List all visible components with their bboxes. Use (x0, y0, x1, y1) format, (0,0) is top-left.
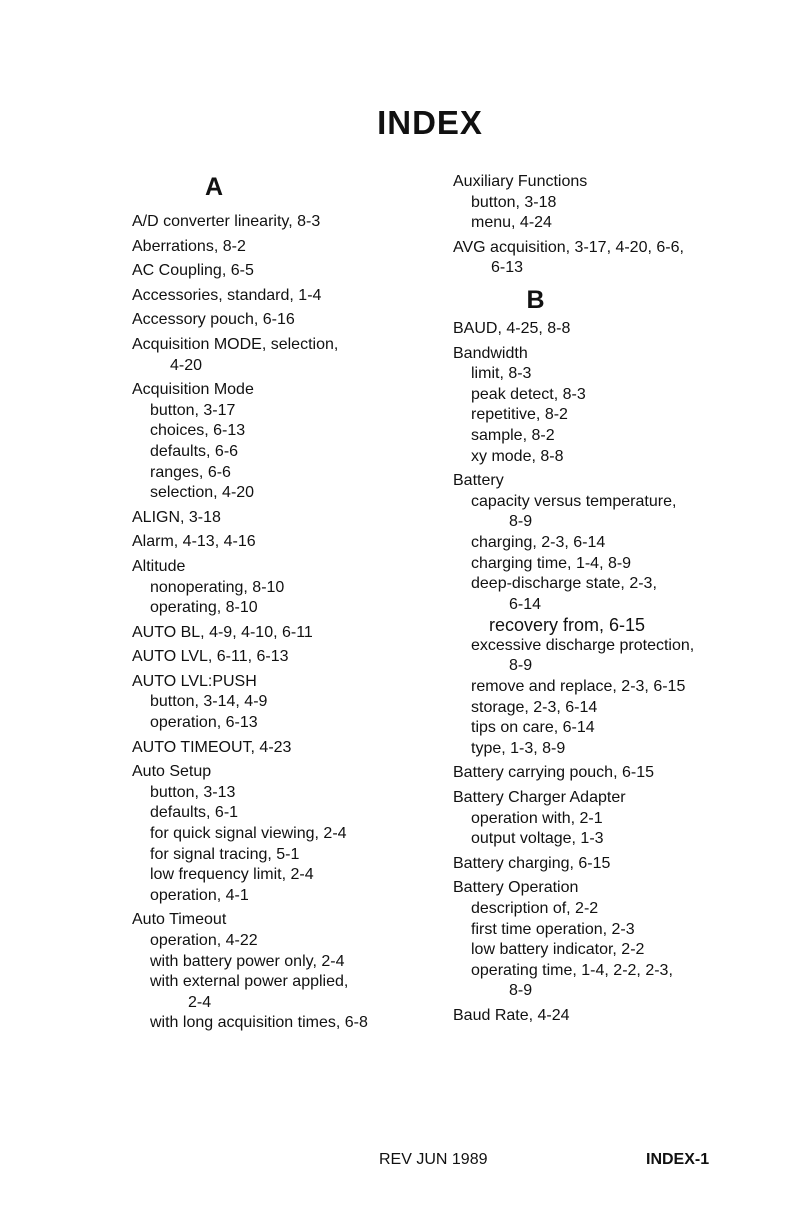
index-term: Battery carrying pouch, 6-15 (453, 764, 654, 782)
index-entry (132, 738, 432, 759)
index-entry (132, 212, 432, 233)
index-term: Battery charging, 6-15 (453, 854, 611, 872)
index-subterm: xy mode, 8-8 (471, 447, 564, 465)
index-term: Battery Operation (453, 879, 579, 897)
index-entry (132, 672, 432, 734)
index-term: A/D converter linearity, 8-3 (132, 213, 321, 230)
index-term: Acquisition Mode (132, 381, 254, 399)
page-title: INDEX (377, 104, 483, 141)
index-term: AVG acquisition, 3-17, 4-20, 6-6, (453, 238, 684, 256)
index-subterm: operation with, 2-1 (471, 809, 603, 827)
index-subterm: defaults, 6-6 (150, 442, 239, 460)
index-subterm: ranges, 6-6 (150, 463, 231, 481)
index-entries-a-continued (453, 172, 783, 279)
index-subterm: for signal tracing, 5-1 (150, 845, 300, 863)
index-term: AUTO TIMEOUT, 4-23 (132, 738, 292, 756)
index-term: Acquisition MODE, selection, (132, 335, 339, 353)
index-term: Accessory pouch, 6-16 (132, 311, 295, 329)
index-entry (132, 532, 432, 553)
index-term: Battery (453, 472, 504, 490)
index-term: Bandwidth (453, 344, 528, 362)
index-subterm: deep-discharge state, 2-3, (471, 575, 657, 593)
index-subterm: menu, 4-24 (471, 214, 552, 232)
index-subterm: recovery from, 6-15 (489, 615, 646, 636)
index-column-right (453, 172, 783, 1031)
index-subterm: selection, 4-20 (150, 484, 255, 502)
index-term: AC Coupling, 6-5 (132, 262, 254, 280)
index-entry (132, 557, 432, 619)
index-entry (132, 310, 432, 331)
index-term: Auxiliary Functions (453, 173, 588, 190)
index-entry (132, 380, 432, 504)
index-subterm: nonoperating, 8-10 (150, 578, 285, 596)
index-term-continued: 4-20 (170, 356, 203, 374)
index-entry (132, 762, 432, 906)
index-term: Aberrations, 8-2 (132, 237, 246, 255)
index-subterm: output voltage, 1-3 (471, 830, 604, 848)
index-entry (453, 763, 783, 784)
index-subterm: operating time, 1-4, 2-2, 2-3, (471, 961, 673, 979)
index-entry (453, 1006, 783, 1027)
index-entry (453, 788, 783, 850)
index-subterm-continued: 8-9 (509, 657, 533, 675)
index-entry (132, 237, 432, 258)
footer-page-number: INDEX-1 (646, 1151, 710, 1168)
index-term: Altitude (132, 557, 186, 575)
index-term: Auto Setup (132, 763, 212, 781)
index-entry (132, 335, 432, 376)
index-subterm: choices, 6-13 (150, 422, 246, 440)
index-subterm: charging time, 1-4, 8-9 (471, 554, 632, 572)
index-entry (453, 172, 783, 234)
index-subterm: tips on care, 6-14 (471, 719, 595, 737)
index-term: Alarm, 4-13, 4-16 (132, 533, 256, 551)
index-entry (453, 238, 783, 279)
index-entry (132, 647, 432, 668)
index-term: Auto Timeout (132, 911, 227, 929)
index-subterm: operation, 6-13 (150, 714, 258, 732)
index-entry (132, 910, 432, 1034)
index-subterm: for quick signal viewing, 2-4 (150, 825, 347, 843)
index-entry (132, 623, 432, 644)
index-entry (453, 854, 783, 875)
index-subterm: defaults, 6-1 (150, 804, 239, 822)
index-subterm: button, 3-17 (150, 401, 236, 419)
footer-revision: REV JUN 1989 (379, 1151, 488, 1168)
index-term: AUTO LVL:PUSH (132, 672, 257, 690)
index-subterm-continued: 6-14 (509, 595, 542, 613)
index-subterm: first time operation, 2-3 (471, 920, 635, 938)
index-subterm: button, 3-13 (150, 783, 236, 801)
index-subterm: peak detect, 8-3 (471, 385, 586, 403)
index-entry (132, 508, 432, 529)
index-subterm: button, 3-14, 4-9 (150, 693, 268, 711)
index-entries-a (132, 212, 432, 1034)
index-subterm: with battery power only, 2-4 (150, 952, 345, 970)
index-entry (132, 261, 432, 282)
index-entry (453, 878, 783, 1002)
index-subterm: limit, 8-3 (471, 365, 532, 383)
index-term: AUTO LVL, 6-11, 6-13 (132, 648, 289, 666)
index-subterm: low frequency limit, 2-4 (150, 866, 314, 884)
index-subterm: type, 1-3, 8-9 (471, 739, 566, 757)
index-subterm: button, 3-18 (471, 193, 557, 211)
index-term: AUTO BL, 4-9, 4-10, 6-11 (132, 623, 313, 641)
index-entry (453, 344, 783, 468)
index-entry (453, 471, 783, 759)
index-subterm: operating, 8-10 (150, 599, 258, 617)
index-subterm: operation, 4-22 (150, 932, 258, 949)
index-term: ALIGN, 3-18 (132, 508, 221, 526)
index-subterm-continued: 8-9 (509, 513, 533, 531)
index-term: BAUD, 4-25, 8-8 (453, 319, 571, 337)
index-subterm: description of, 2-2 (471, 900, 599, 917)
index-subterm: remove and replace, 2-3, 6-15 (471, 678, 686, 696)
index-subterm-continued: 2-4 (188, 993, 212, 1011)
index-term: Accessories, standard, 1-4 (132, 286, 322, 304)
index-entry (132, 286, 432, 307)
index-subterm: with long acquisition times, 6-8 (150, 1014, 368, 1032)
index-subterm: low battery indicator, 2-2 (471, 941, 645, 959)
index-subterm: sample, 8-2 (471, 426, 555, 444)
index-subterm: capacity versus temperature, (471, 492, 677, 510)
index-entries-b (453, 319, 783, 1027)
index-subterm: with external power applied, (150, 973, 349, 991)
index-term: Baud Rate, 4-24 (453, 1006, 570, 1024)
index-subterm: repetitive, 8-2 (471, 406, 568, 424)
index-subterm-continued: 8-9 (509, 982, 533, 1000)
index-subterm: storage, 2-3, 6-14 (471, 698, 598, 716)
index-term: Battery Charger Adapter (453, 789, 626, 807)
section-letter-a: A (204, 173, 224, 201)
section-letter-b: B (526, 285, 545, 314)
index-column-left (132, 172, 432, 1038)
index-subterm: operation, 4-1 (150, 886, 249, 904)
index-subterm: excessive discharge protection, (471, 636, 695, 654)
index-subterm: charging, 2-3, 6-14 (471, 533, 606, 551)
index-term-continued: 6-13 (491, 259, 524, 277)
index-entry (453, 319, 783, 340)
